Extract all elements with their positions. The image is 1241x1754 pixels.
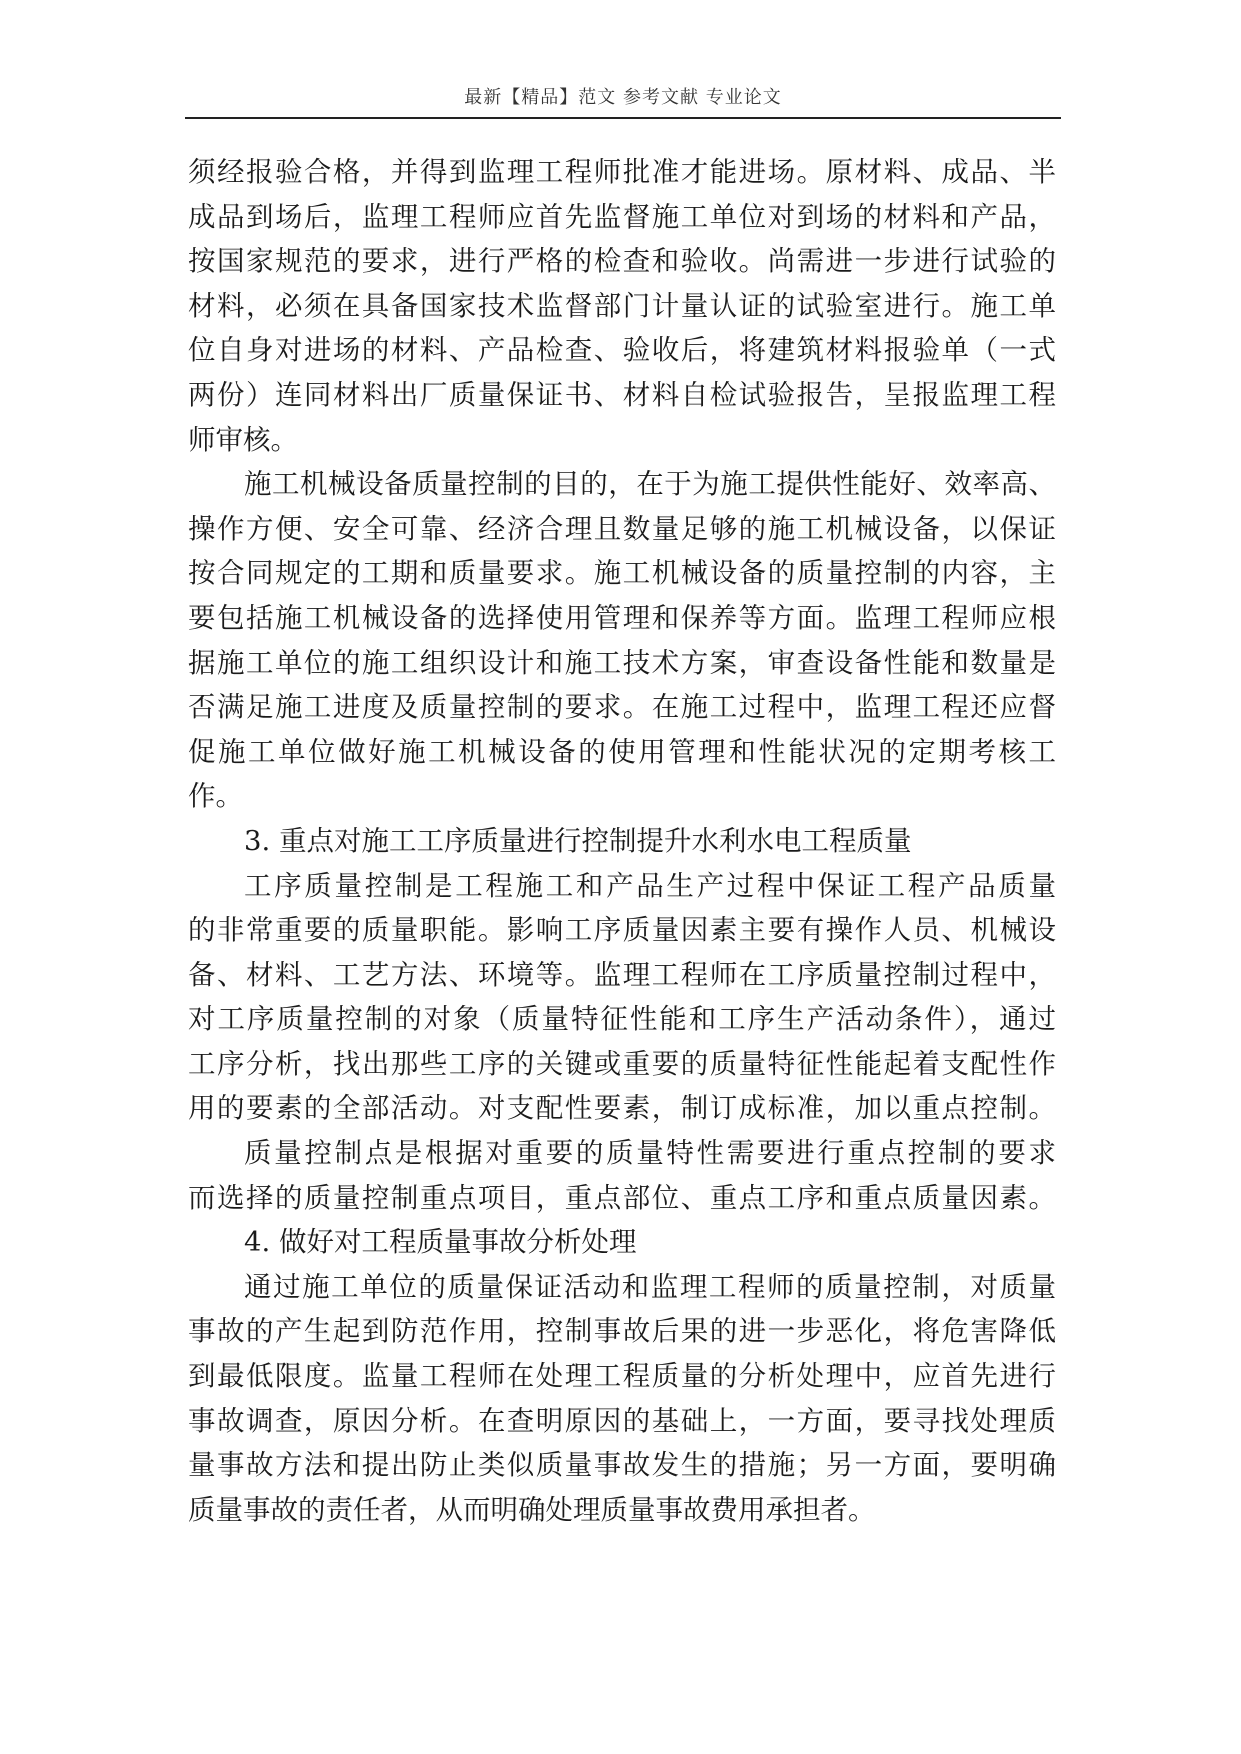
text-line: 师审核。 (188, 423, 298, 456)
text-line: 工序质量控制是工程施工和产品生产过程中保证工程产品质量 (244, 869, 1056, 902)
text-line: 须经报验合格，并得到监理工程师批准才能进场。原材料、成品、半 (188, 156, 1056, 188)
text-line: 用的要素的全部活动。对支配性要素，制订成标准，加以重点控制。 (188, 1092, 1056, 1125)
text-line: 两份）连同材料出厂质量保证书、材料自检试验报告，呈报监理工程 (188, 378, 1056, 411)
page-header (185, 80, 1061, 119)
paragraph-accident-analysis (188, 1265, 1056, 1533)
paragraph-material-inspection (188, 150, 1056, 462)
text-line: 通过施工单位的质量保证活动和监理工程师的质量控制，对质量 (244, 1270, 1056, 1303)
text-line: 按国家规范的要求，进行严格的检查和验收。尚需进一步进行试验的 (188, 245, 1056, 278)
text-line: 而选择的质量控制重点项目，重点部位、重点工序和重点质量因素。 (188, 1181, 1056, 1214)
section-heading-3 (188, 819, 1056, 864)
text-line: 工序分析，找出那些工序的关键或重要的质量特征性能起着支配性作 (188, 1047, 1056, 1080)
text-line: 到最低限度。监量工程师在处理工程质量的分析处理中，应首先进行 (188, 1360, 1056, 1393)
section-heading-text: 4. 做好对工程质量事故分析处理 (244, 1226, 637, 1259)
text-line: 事故调查，原因分析。在查明原因的基础上，一方面，要寻找处理质 (188, 1404, 1056, 1437)
text-line: 质量事故的责任者，从而明确处理质量事故费用承担者。 (188, 1493, 876, 1526)
text-line: 的非常重要的质量职能。影响工序质量因素主要有操作人员、机械设 (188, 914, 1056, 947)
text-line: 促施工单位做好施工机械设备的使用管理和性能状况的定期考核工 (188, 735, 1056, 768)
paragraph-control-points (188, 1131, 1056, 1220)
paragraph-machinery-control (188, 462, 1056, 819)
text-line: 质量控制点是根据对重要的质量特性需要进行重点控制的要求 (244, 1137, 1056, 1170)
text-line: 备、材料、工艺方法、环境等。监理工程师在工序质量控制过程中， (188, 958, 1056, 991)
text-line: 成品到场后，监理工程师应首先监督施工单位对到场的材料和产品， (188, 200, 1056, 233)
text-line: 施工机械设备质量控制的目的，在于为施工提供性能好、效率高、 (244, 468, 1056, 501)
text-line: 量事故方法和提出防止类似质量事故发生的措施；另一方面，要明确 (188, 1449, 1056, 1482)
text-line: 按合同规定的工期和质量要求。施工机械设备的质量控制的内容，主 (188, 557, 1056, 590)
paragraph-process-control (188, 864, 1056, 1132)
document-body (188, 150, 1056, 1532)
text-line: 否满足施工进度及质量控制的要求。在施工过程中，监理工程还应督 (188, 691, 1056, 724)
text-line: 操作方便、安全可靠、经济合理且数量足够的施工机械设备，以保证 (188, 512, 1056, 545)
text-line: 事故的产生起到防范作用，控制事故后果的进一步恶化，将危害降低 (188, 1315, 1056, 1348)
text-line: 作。 (188, 780, 243, 813)
text-line: 据施工单位的施工组织设计和施工技术方案，审查设备性能和数量是 (188, 646, 1056, 679)
text-line: 材料，必须在具备国家技术监督部门计量认证的试验室进行。施工单 (188, 289, 1056, 322)
text-line: 对工序质量控制的对象（质量特征性能和工序生产活动条件），通过 (188, 1003, 1056, 1036)
header-text: 最新【精品】范文 参考文献 专业论文 (464, 87, 782, 108)
text-line: 要包括施工机械设备的选择使用管理和保养等方面。监理工程师应根 (188, 601, 1056, 634)
section-heading-text: 3. 重点对施工工序质量进行控制提升水利水电工程质量 (244, 824, 912, 857)
section-heading-4 (188, 1220, 1056, 1265)
text-line: 位自身对进场的材料、产品检查、验收后，将建筑材料报验单（一式 (188, 334, 1056, 367)
